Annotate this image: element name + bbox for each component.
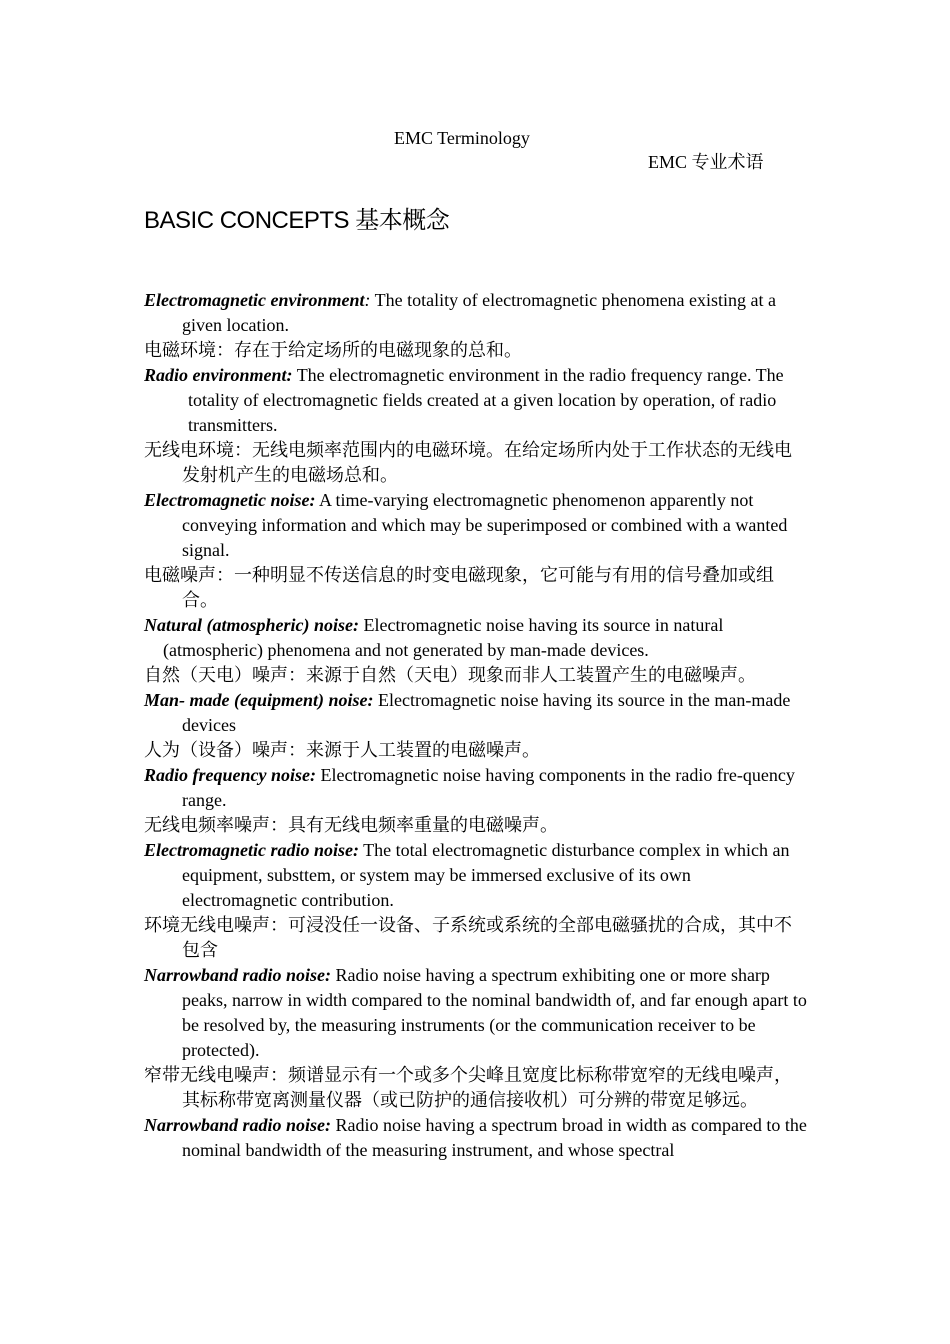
definition-text: A time-varying electromagnetic phenomenon apparently not conveying information and which may be superimposed or combined with a wanted signal. <box>182 490 788 560</box>
definition-cn: 自然（天电）噪声：来源于自然（天电）现象而非人工装置产生的电磁噪声。 <box>144 665 756 685</box>
definition-entry <box>144 488 808 613</box>
definition-entry <box>144 963 808 1113</box>
definition-cn: 无线电频率噪声：具有无线电频率重量的电磁噪声。 <box>144 815 558 835</box>
term: Electromagnetic noise: <box>144 490 316 510</box>
definition-en <box>144 363 808 438</box>
definition-en <box>144 963 808 1063</box>
term: Electromagnetic environment <box>144 290 365 310</box>
definition-en <box>144 1113 808 1163</box>
term: Man- made (equipment) noise: <box>144 690 374 710</box>
definition-cn: 窄带无线电噪声：频谱显示有一个或多个尖峰且宽度比标称带宽窄的无线电噪声，其标称带宽离测量仪器（或已防护的通信接收机）可分辨的带宽足够远。 <box>144 1065 792 1110</box>
definition-en <box>144 288 808 338</box>
definition-en <box>144 688 808 738</box>
term: Natural (atmospheric) noise: <box>144 615 360 635</box>
term-separator: : <box>364 290 371 310</box>
definition-entry <box>144 613 808 688</box>
document-title-cn: EMC 专业术语 <box>648 152 764 172</box>
definition-text: Electromagnetic noise having components in the radio fre-quency range. <box>182 765 795 810</box>
definition-text: Electromagnetic noise having its source in the man-made devices <box>182 690 791 735</box>
definition-entry <box>144 363 808 488</box>
definitions-list <box>144 288 808 1163</box>
definition-text: Electromagnetic noise having its source in natural (atmospheric) phenomena and not generated by man-made devices. <box>163 615 724 660</box>
definition-cn: 无线电环境：无线电频率范围内的电磁环境。在给定场所内处于工作状态的无线电发射机产生的电磁场总和。 <box>144 440 792 485</box>
definition-text: The electromagnetic environment in the radio frequency range. The totality of electromagnetic fields created at a given location by operation, of radio transmitters. <box>188 365 784 435</box>
section-heading: BASIC CONCEPTS 基本概念 <box>144 207 450 234</box>
term: Narrowband radio noise: <box>144 1115 332 1135</box>
definition-entry <box>144 288 808 363</box>
definition-entry <box>144 838 808 963</box>
definition-text: Radio noise having a spectrum broad in width as compared to the nominal bandwidth of the measuring instrument, and whose spectral <box>182 1115 807 1160</box>
document-title-en: EMC Terminology <box>394 128 530 148</box>
term: Radio frequency noise: <box>144 765 316 785</box>
definition-cn: 电磁环境：存在于给定场所的电磁现象的总和。 <box>144 340 522 360</box>
definition-cn: 电磁噪声：一种明显不传送信息的时变电磁现象，它可能与有用的信号叠加或组合。 <box>144 565 774 610</box>
definition-cn: 人为（设备）噪声：来源于人工装置的电磁噪声。 <box>144 740 540 760</box>
term: Narrowband radio noise: <box>144 965 332 985</box>
definition-en <box>144 613 808 663</box>
definition-text: The totality of electromagnetic phenomena existing at a given location. <box>182 290 777 335</box>
definition-text: Radio noise having a spectrum exhibiting one or more sharp peaks, narrow in width compared to the nominal bandwidth of, and far enough apart to be resolved by, the measuring instruments (or the communication receiver to be protected). <box>182 965 807 1060</box>
term: Electromagnetic radio noise: <box>144 840 359 860</box>
definition-en <box>144 838 808 913</box>
definition-entry <box>144 1113 808 1163</box>
definition-entry <box>144 763 808 838</box>
definition-entry <box>144 688 808 763</box>
term: Radio environment: <box>144 365 293 385</box>
definition-en <box>144 488 808 563</box>
definition-cn: 环境无线电噪声：可浸没任一设备、子系统或系统的全部电磁骚扰的合成，其中不包含 <box>144 915 792 960</box>
definition-text: The total electromagnetic disturbance complex in which an equipment, substtem, or system may be immersed exclusive of its own electromagnetic contribution. <box>182 840 790 910</box>
definition-en <box>144 763 808 813</box>
